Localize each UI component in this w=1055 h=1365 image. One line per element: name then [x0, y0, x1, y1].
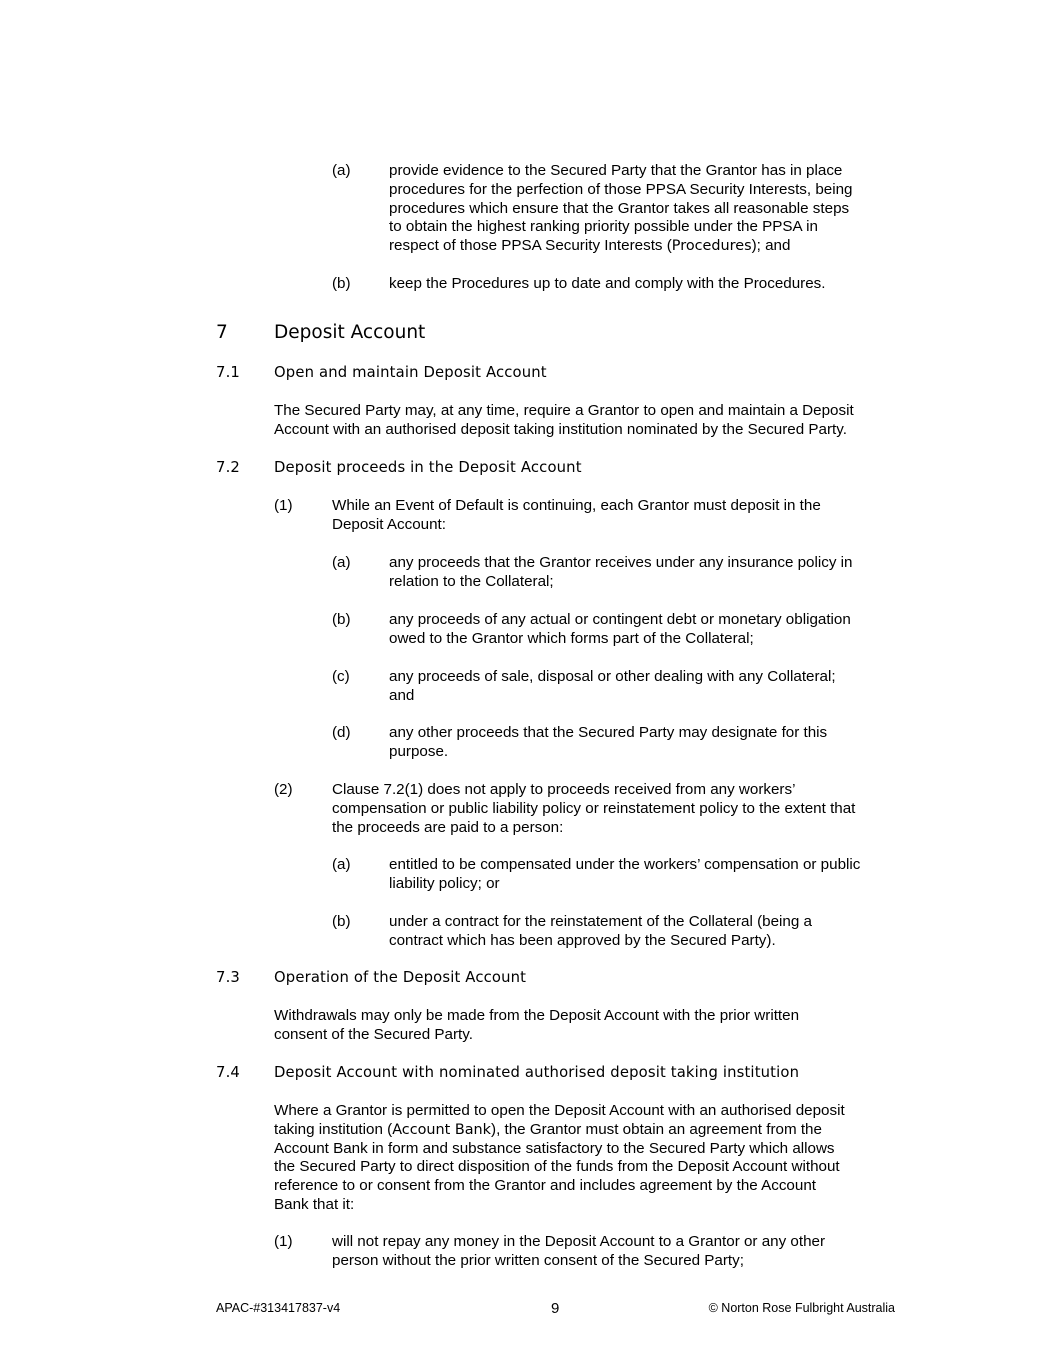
text-line: owed to the Grantor which forms part of the Collateral;	[389, 629, 754, 647]
subparagraph-7-2-1-c	[389, 668, 909, 706]
list-marker: (a)	[332, 856, 351, 873]
defined-term: Account Bank	[392, 1121, 492, 1138]
subparagraph-7-2-2-b	[389, 913, 909, 951]
text-line: Account with an authorised deposit taking institution nominated by the Secured Party.	[274, 420, 847, 438]
text-line: procedures for the perfection of those PPSA Security Interests, being	[389, 180, 853, 198]
subparagraph-7-2-1-b	[389, 611, 909, 649]
text-fragment: ); and	[751, 237, 791, 255]
clause-title: Open and maintain Deposit Account	[274, 364, 547, 381]
clause-body-7-4	[274, 1102, 914, 1215]
clause-number: 7.2	[216, 459, 240, 476]
text-line: provide evidence to the Secured Party that the Grantor has in place	[389, 162, 843, 179]
clause-title: Deposit Account with nominated authorised deposit taking institution	[274, 1064, 800, 1081]
paragraph-7-2-1	[332, 497, 912, 535]
paragraph-top-a	[389, 162, 909, 256]
text-line: Where a Grantor is permitted to open the Deposit Account with an authorised deposit	[274, 1102, 845, 1119]
list-marker: (d)	[332, 724, 351, 741]
defined-term: Procedures	[671, 238, 752, 255]
text-fragment: ), the Grantor must obtain an agreement from the	[491, 1120, 822, 1138]
text-line: relation to the Collateral;	[389, 572, 554, 590]
text-fragment: respect of those PPSA Security Interests (	[389, 237, 672, 255]
text-line: any proceeds of any actual or contingent debt or monetary obligation	[389, 611, 851, 628]
list-marker: (a)	[332, 162, 351, 179]
text-line: the proceeds are paid to a person:	[332, 818, 564, 836]
list-marker: (b)	[332, 913, 351, 930]
page-number: 9	[551, 1300, 560, 1317]
text-line: liability policy; or	[389, 874, 500, 892]
document-reference: APAC-#313417837-v4	[216, 1301, 341, 1315]
text-line: person without the prior written consent of the Secured Party;	[332, 1251, 744, 1269]
text-line: reference to or consent from the Grantor and includes agreement by the Account	[274, 1177, 816, 1195]
text-line: Withdrawals may only be made from the Deposit Account with the prior written	[274, 1007, 800, 1024]
list-marker: (1)	[274, 497, 293, 514]
list-marker: (b)	[332, 275, 351, 292]
text-line: contract which has been approved by the Secured Party).	[389, 931, 776, 949]
text-line: under a contract for the reinstatement of the Collateral (being a	[389, 913, 812, 930]
text-line: any proceeds of sale, disposal or other dealing with any Collateral;	[389, 668, 836, 685]
text-line: Bank that it:	[274, 1195, 355, 1213]
list-marker: (2)	[274, 781, 293, 798]
text-line: Clause 7.2(1) does not apply to proceeds received from any workers’	[332, 781, 796, 798]
paragraph-7-2-2	[332, 781, 912, 837]
clause-title: Operation of the Deposit Account	[274, 969, 527, 986]
text-line: compensation or public liability policy or reinstatement policy to the extent that	[332, 799, 856, 817]
text-line: purpose.	[389, 742, 449, 760]
list-marker: (a)	[332, 554, 351, 571]
text-fragment: taking institution (	[274, 1120, 393, 1138]
text-line: procedures which ensure that the Grantor takes all reasonable steps	[389, 199, 850, 217]
clause-body-7-1	[274, 402, 914, 440]
text-line: entitled to be compensated under the workers’ compensation or public	[389, 856, 861, 873]
text-line: and	[389, 686, 415, 704]
paragraph-top-b: keep the Procedures up to date and comply with the Procedures.	[389, 275, 826, 292]
section-number: 7	[216, 322, 228, 343]
clause-title: Deposit proceeds in the Deposit Account	[274, 459, 582, 476]
copyright-notice: © Norton Rose Fulbright Australia	[708, 1301, 895, 1315]
clause-number: 7.4	[216, 1064, 240, 1081]
text-line	[389, 237, 909, 256]
subparagraph-7-2-2-a	[389, 856, 909, 894]
clause-number: 7.3	[216, 969, 240, 986]
text-line: While an Event of Default is continuing, each Grantor must deposit in the	[332, 497, 821, 514]
list-marker: (c)	[332, 668, 350, 685]
paragraph-7-4-1	[332, 1233, 912, 1271]
text-line: the Secured Party to direct disposition of the funds from the Deposit Account without	[274, 1158, 840, 1176]
text-line: any other proceeds that the Secured Party may designate for this	[389, 724, 828, 741]
list-marker: (b)	[332, 611, 351, 628]
text-line: will not repay any money in the Deposit Account to a Grantor or any other	[332, 1233, 826, 1250]
text-line: Deposit Account:	[332, 515, 446, 533]
list-marker: (1)	[274, 1233, 293, 1250]
subparagraph-7-2-1-a	[389, 554, 909, 592]
text-line: any proceeds that the Grantor receives under any insurance policy in	[389, 554, 853, 571]
text-line: The Secured Party may, at any time, require a Grantor to open and maintain a Deposit	[274, 402, 854, 419]
clause-number: 7.1	[216, 364, 240, 381]
clause-body-7-3	[274, 1007, 914, 1045]
text-line	[274, 1121, 914, 1140]
text-line: to obtain the highest ranking priority possible under the PPSA in	[389, 218, 818, 236]
text-line: consent of the Secured Party.	[274, 1025, 473, 1043]
subparagraph-7-2-1-d	[389, 724, 909, 762]
text-line: Account Bank in form and substance satisfactory to the Secured Party which allows	[274, 1139, 835, 1157]
section-title: Deposit Account	[274, 322, 426, 343]
